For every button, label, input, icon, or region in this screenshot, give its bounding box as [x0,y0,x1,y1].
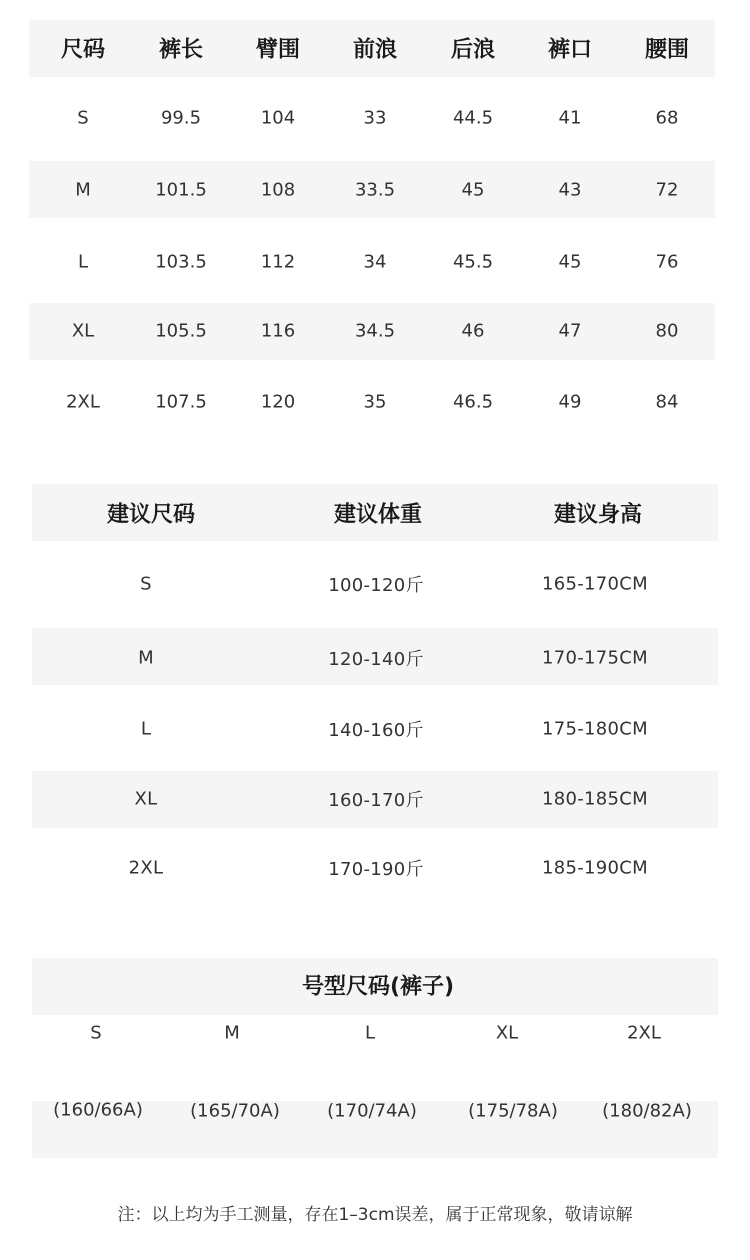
size-table-cell: 80 [655,320,679,342]
size-table-cell: 46 [461,320,485,342]
model-table-size: M [224,1022,240,1044]
size-table-header-cell: 尺码 [60,37,106,63]
size-table-cell: 107.5 [155,391,207,413]
size-table-cell: M [75,179,91,201]
recommend-table-cell: 170-190斤 [328,859,424,880]
size-table-cell: 120 [260,391,296,413]
size-table-cell: XL [71,320,95,342]
model-table-code: (175/78A) [468,1100,558,1122]
model-table-code: (165/70A) [190,1100,280,1122]
size-table-cell: 44.5 [452,107,494,129]
recommend-table-cell: 175-180CM [541,718,649,740]
size-table-cell: 105.5 [155,320,207,342]
size-table-header-cell: 裤长 [158,37,204,63]
size-table-cell: 101.5 [155,179,207,201]
measurement-note: 注：以上均为手工测量，存在1–3cm误差，属于正常现象，敬请谅解 [117,1205,633,1225]
size-table-cell: L [77,251,89,273]
size-table-cell: 45 [461,179,485,201]
size-table-header-cell: 前浪 [352,37,398,63]
model-table-title: 号型尺码(裤子) [301,974,455,1000]
size-table-cell: 43 [558,179,582,201]
size-table-header-cell: 裤口 [547,37,593,63]
size-table-cell: 34 [363,251,387,273]
size-table-cell: 99.5 [160,107,202,129]
size-table-cell: 35 [363,391,387,413]
size-table-cell: 112 [260,251,296,273]
model-table-code: (180/82A) [602,1100,692,1122]
recommend-table-cell: 160-170斤 [328,790,424,811]
size-table-cell: 34.5 [354,320,396,342]
size-table-cell: 46.5 [452,391,494,413]
recommend-table-cell: 165-170CM [541,573,649,595]
size-table-cell: 116 [260,320,296,342]
model-table-code: (160/66A) [53,1099,143,1121]
size-table-cell: 2XL [66,391,100,413]
size-table-header-cell: 臂围 [255,37,301,63]
size-table-cell: 76 [655,251,679,273]
size-table-cell: 47 [558,320,582,342]
recommend-table-cell: L [140,718,152,740]
recommend-table-cell: M [138,647,154,669]
recommend-table-cell: 120-140斤 [328,649,424,670]
recommend-table-cell: XL [134,788,158,810]
recommend-table-cell: 140-160斤 [328,720,424,741]
size-table-cell: 45 [558,251,582,273]
size-table-cell: 49 [558,391,582,413]
recommend-table-header-cell: 建议体重 [333,502,423,528]
recommend-table-cell: 185-190CM [541,857,649,879]
size-table-cell: 68 [655,107,679,129]
size-table-cell: 33 [363,107,387,129]
size-table-header-cell: 后浪 [450,37,496,63]
size-table-cell: 108 [260,179,296,201]
size-table-cell: 72 [655,179,679,201]
size-table-cell: 33.5 [354,179,396,201]
recommend-table-header-cell: 建议尺码 [106,502,196,528]
model-table-size: S [90,1022,102,1044]
size-table-cell: 41 [558,107,582,129]
recommend-table-cell: S [140,573,152,595]
size-table-cell: 104 [260,107,296,129]
size-table-header-cell: 腰围 [644,37,690,63]
recommend-table-cell: 2XL [128,857,164,879]
model-table-size: L [364,1022,376,1044]
model-table-size: XL [495,1022,519,1044]
model-table-code: (170/74A) [327,1100,417,1122]
size-table-cell: S [77,107,89,129]
model-table-size: 2XL [627,1022,661,1044]
recommend-table-cell: 180-185CM [541,788,649,810]
recommend-table-cell: 170-175CM [541,647,649,669]
size-table-cell: 84 [655,391,679,413]
recommend-table-header-cell: 建议身高 [553,502,643,528]
size-table-cell: 103.5 [155,251,207,273]
recommend-table-cell: 100-120斤 [328,575,424,596]
size-table-cell: 45.5 [452,251,494,273]
